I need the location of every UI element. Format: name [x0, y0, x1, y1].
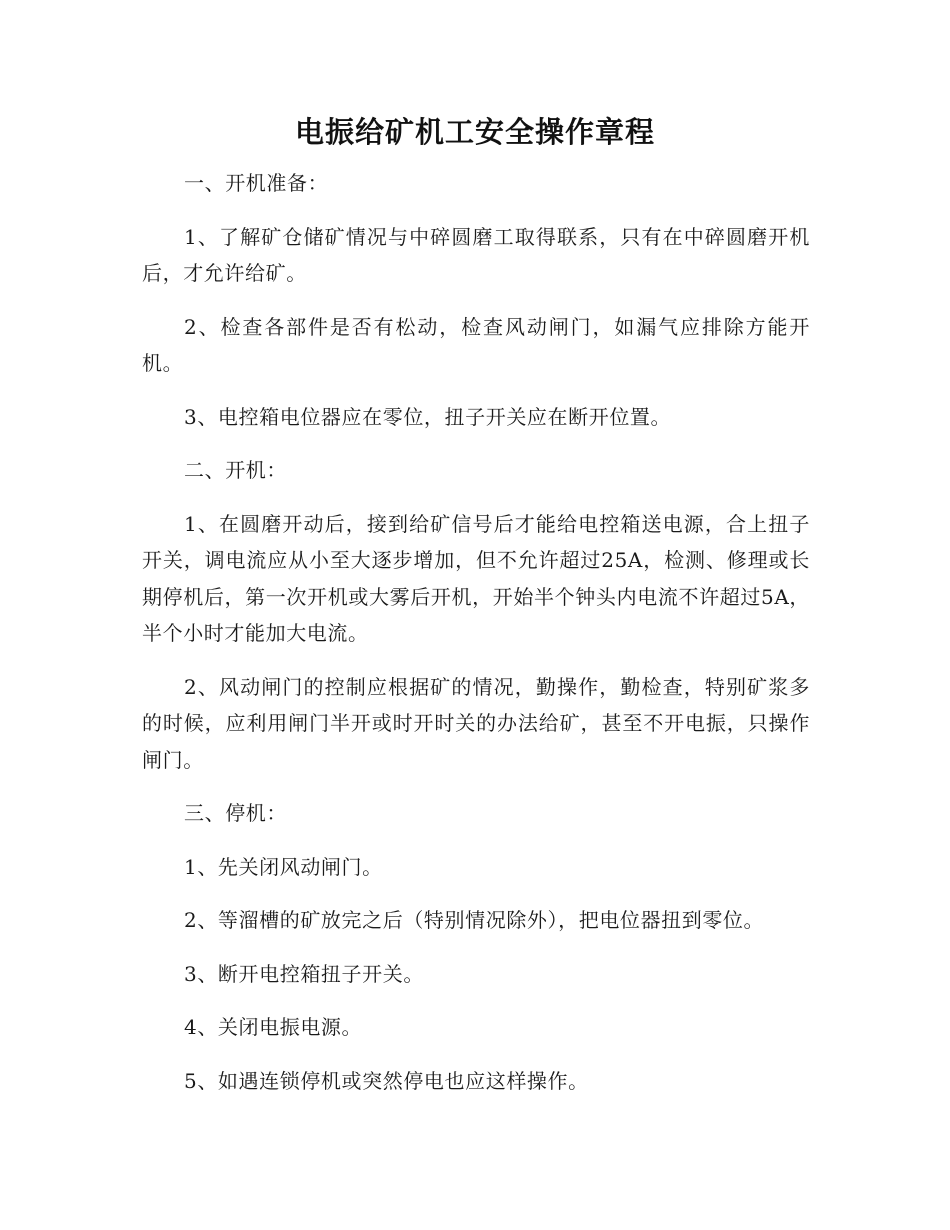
section-heading-start-prep: 一、开机准备： — [184, 171, 329, 195]
document-title: 电振给矿机工安全操作章程 — [294, 115, 655, 149]
paragraph-stop-2: 2、等溜槽的矿放完之后（特别情况除外），把电位器扭到零位。 — [184, 908, 765, 932]
paragraph-stop-3: 3、断开电控箱扭子开关。 — [184, 961, 424, 986]
paragraph-prep-3: 3、电控箱电位器应在零位，扭子开关应在断开位置。 — [184, 404, 672, 429]
paragraph-stop-4: 4、关闭电振电源。 — [184, 1015, 363, 1039]
section-heading-start: 二、开机： — [184, 458, 287, 482]
paragraph-prep-1: 1、了解矿仓储矿情况与中碎圆磨工取得联系，只有在中碎圆磨开机后，才允许给矿。 — [142, 224, 810, 285]
section-heading-stop: 三、停机： — [184, 801, 287, 825]
paragraph-stop-1: 1、先关闭风动闸门。 — [184, 854, 383, 879]
paragraph-prep-2: 2、检查各部件是否有松动，检查风动闸门，如漏气应排除方能开机。 — [142, 314, 810, 375]
paragraph-start-1: 1、在圆磨开动后，接到给矿信号后才能给电控箱送电源，合上扭子开关，调电流应从小至大逐步增加，但不允许超过25A，检测、修理或长期停机后，第一次开机或大雾后开机，开始半个钟头内电流不许超过5A，半个小时才能加大电流。 — [142, 511, 810, 645]
paragraph-stop-5: 5、如遇连锁停机或突然停电也应这样操作。 — [184, 1068, 589, 1093]
document-body — [142, 165, 810, 1116]
paragraph-start-2: 2、风动闸门的控制应根据矿的情况，勤操作，勤检查，特别矿浆多的时候，应利用闸门半开或时开时关的办法给矿，甚至不开电振，只操作闸门。 — [142, 674, 810, 772]
